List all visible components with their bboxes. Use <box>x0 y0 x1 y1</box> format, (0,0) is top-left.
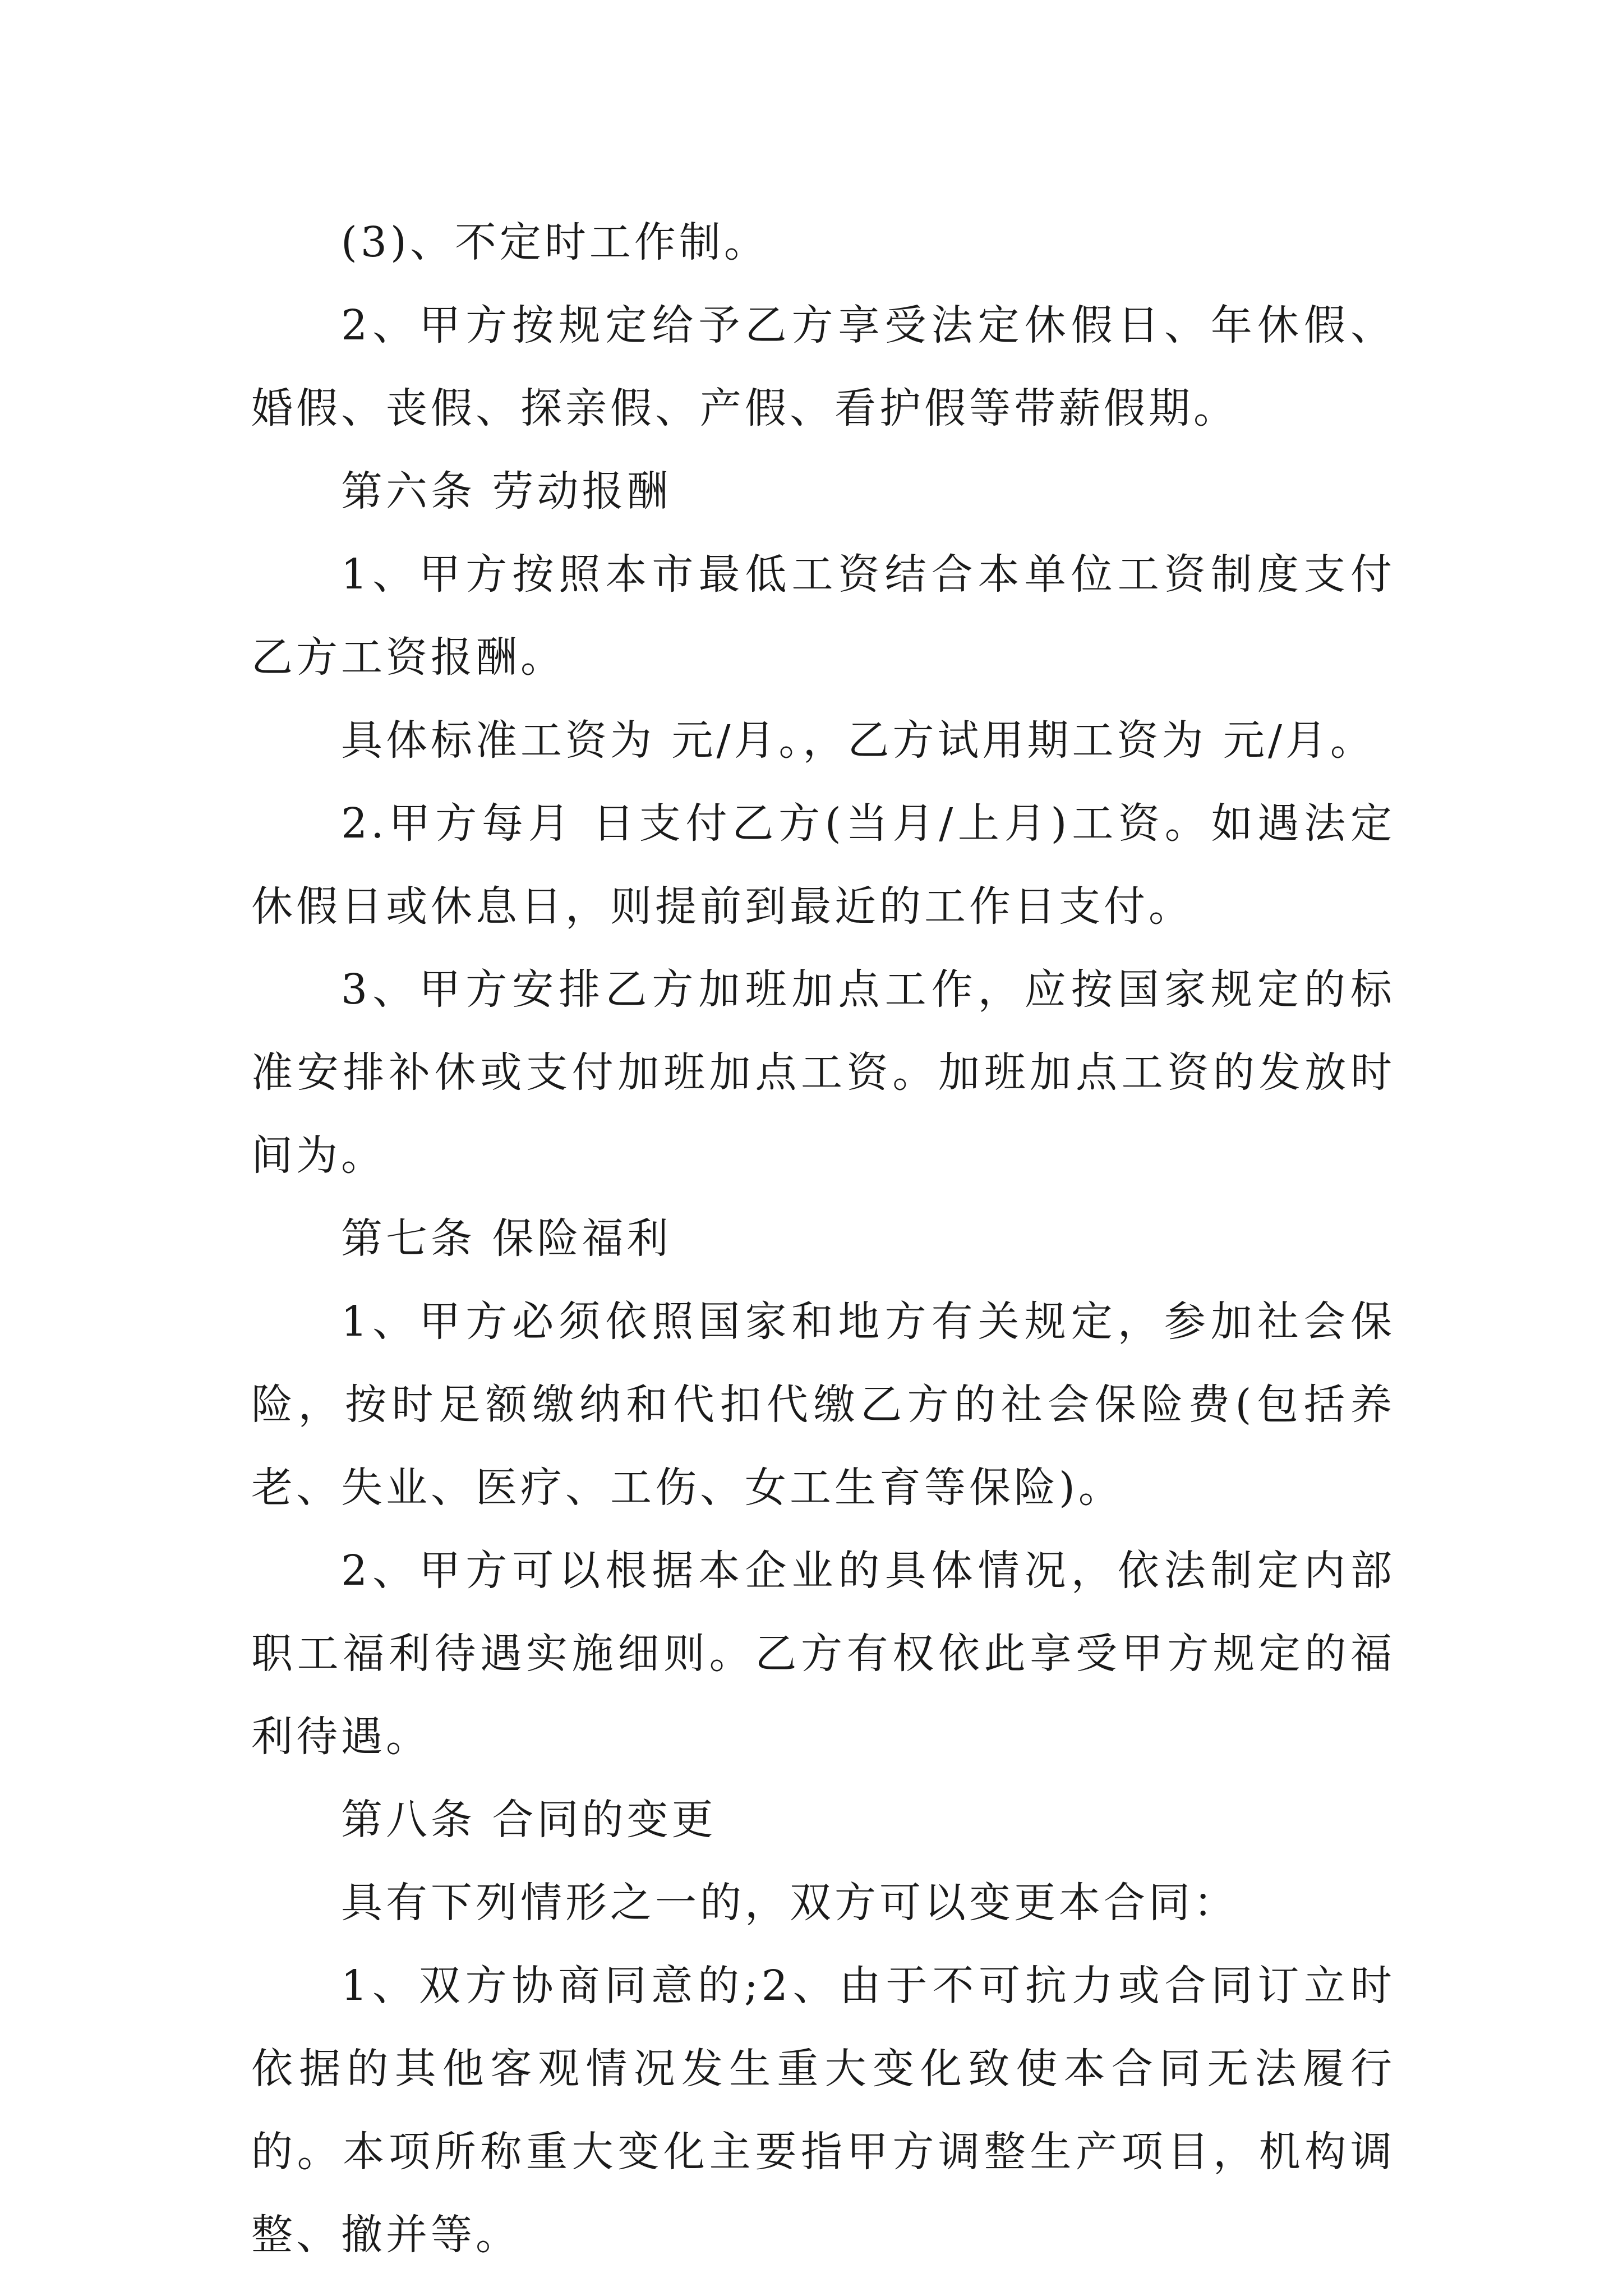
paragraph-wage-amount: 具体标准工资为 元/月。，乙方试用期工资为 元/月。 <box>341 716 1375 765</box>
paragraph-pay-day: 2.甲方每月 日支付乙方(当月/上月)工资。如遇法定休假日或休息日，则提前到最近的工作日支付。 <box>251 799 1395 931</box>
paragraph-working-hours-irregular: (3)、不定时工作制。 <box>341 218 769 266</box>
paragraph-wage-basis: 1、甲方按照本市最低工资结合本单位工资制度支付乙方工资报酬。 <box>251 550 1395 682</box>
heading-article-6: 第六条 劳动报酬 <box>341 467 672 516</box>
paragraph-social-insurance: 1、甲方必须依照国家和地方有关规定，参加社会保险，按时足额缴纳和代扣代缴乙方的社会保险费(包括养老、失业、医疗、工伤、女工生育等保险)。 <box>251 1297 1395 1512</box>
paragraph-change-conditions: 具有下列情形之一的，双方可以变更本合同： <box>341 1879 1238 1927</box>
paragraph-paid-leave: 2、甲方按规定给予乙方享受法定休假日、年休假、婚假、丧假、探亲假、产假、看护假等带薪假期。 <box>251 301 1395 432</box>
heading-article-7: 第七条 保险福利 <box>341 1214 672 1263</box>
paragraph-overtime: 3、甲方安排乙方加班加点工作，应按国家规定的标准安排补休或支付加班加点工资。加班加点工资的发放时间为。 <box>251 965 1395 1180</box>
document-body <box>251 201 1395 2276</box>
heading-article-8: 第八条 合同的变更 <box>341 1796 717 1844</box>
paragraph-welfare: 2、甲方可以根据本企业的具体情况，依法制定内部职工福利待遇实施细则。乙方有权依此享受甲方规定的福利待遇。 <box>251 1547 1395 1761</box>
paragraph-change-cases: 1、双方协商同意的;2、由于不可抗力或合同订立时依据的其他客观情况发生重大变化致使本合同无法履行的。本项所称重大变化主要指甲方调整生产项目，机构调整、撤并等。 <box>251 1962 1395 2259</box>
